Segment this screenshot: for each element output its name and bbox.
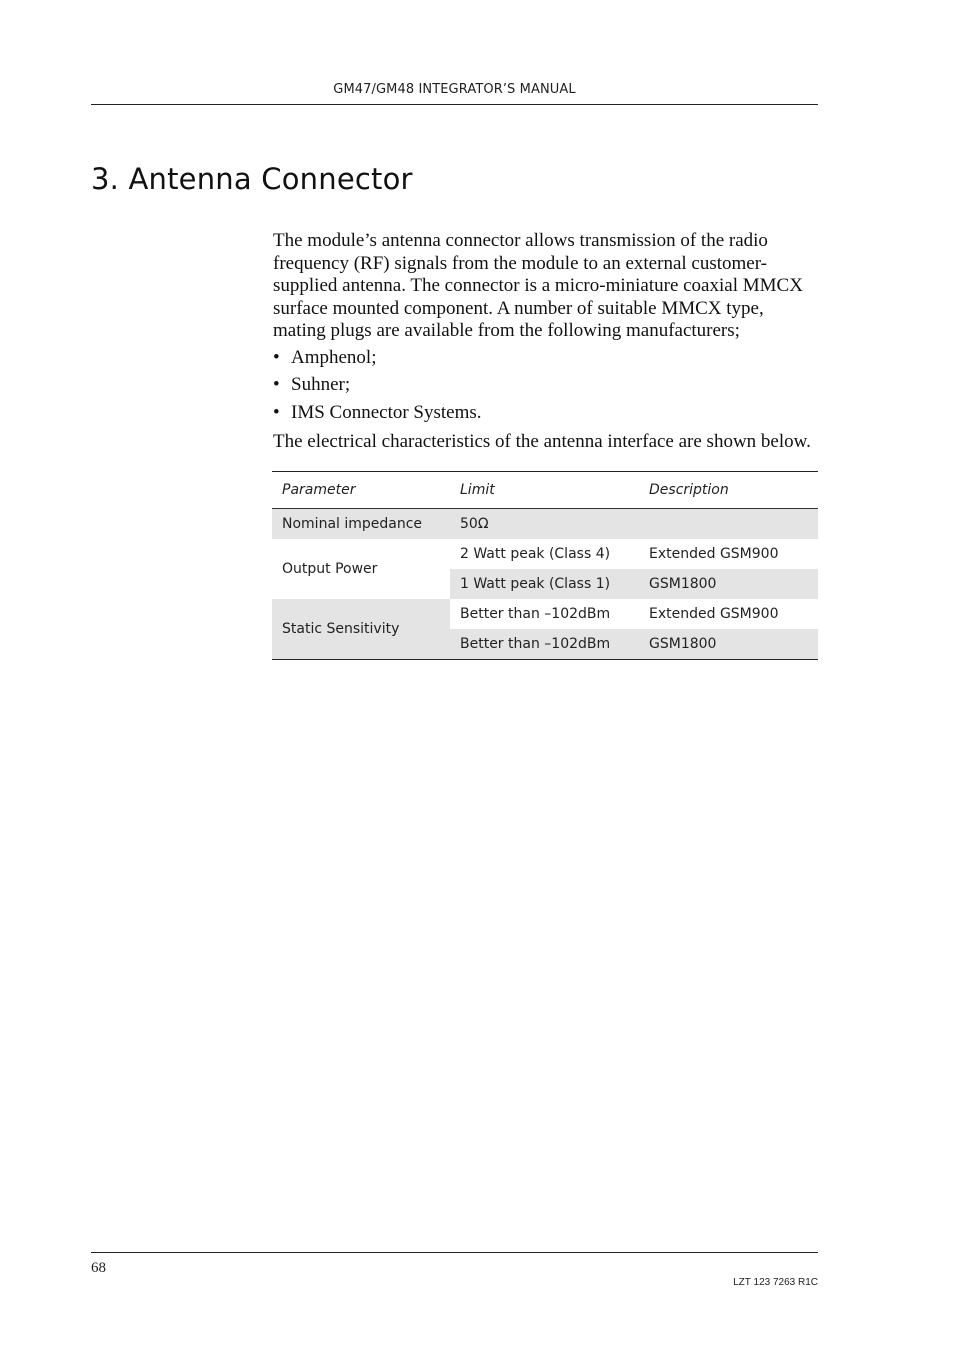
cell-limit: 50Ω bbox=[460, 516, 489, 532]
manufacturer-list bbox=[273, 347, 821, 424]
table-header-row bbox=[272, 472, 818, 509]
list-item-text: IMS Connector Systems. bbox=[291, 401, 482, 423]
antenna-characteristics-table bbox=[272, 471, 818, 660]
bullet-icon: • bbox=[273, 374, 280, 396]
list-item-text: Amphenol; bbox=[291, 346, 377, 368]
list-item bbox=[273, 347, 821, 370]
bullet-icon: • bbox=[273, 346, 280, 368]
cell-parameter: Nominal impedance bbox=[282, 516, 423, 532]
bullet-icon: • bbox=[273, 401, 280, 423]
cell-description: GSM1800 bbox=[649, 636, 717, 652]
cell-description bbox=[639, 509, 818, 540]
list-item-text: Suhner; bbox=[291, 374, 351, 396]
footer-rule bbox=[91, 1252, 818, 1253]
cell-limit: 1 Watt peak (Class 1) bbox=[460, 576, 611, 592]
table-intro-paragraph: The electrical characteristics of the antenna interface are shown below. bbox=[273, 431, 811, 453]
page-number: 68 bbox=[91, 1260, 106, 1276]
table-row bbox=[272, 509, 818, 540]
list-item bbox=[273, 402, 821, 425]
table-row bbox=[272, 599, 818, 629]
list-item bbox=[273, 374, 821, 397]
body-column bbox=[273, 230, 821, 454]
column-header-limit: Limit bbox=[450, 472, 639, 509]
cell-limit: Better than –102dBm bbox=[460, 636, 611, 652]
cell-parameter: Static Sensitivity bbox=[272, 599, 450, 660]
chapter-title: 3. Antenna Connector bbox=[91, 162, 413, 196]
cell-parameter: Output Power bbox=[282, 561, 378, 577]
header-rule bbox=[91, 104, 818, 105]
table-row bbox=[272, 539, 818, 569]
column-header-description: Description bbox=[639, 472, 818, 509]
document-id: LZT 123 7263 R1C bbox=[733, 1277, 818, 1288]
cell-limit: Better than –102dBm bbox=[460, 606, 611, 622]
running-header: GM47/GM48 INTEGRATOR’S MANUAL bbox=[333, 82, 576, 97]
cell-description: GSM1800 bbox=[649, 576, 717, 592]
cell-limit: 2 Watt peak (Class 4) bbox=[460, 546, 611, 562]
intro-paragraph: The module’s antenna connector allows transmission of the radio frequency (RF) signals from the module to an external customer-supplied antenna. The connector is a micro-miniature coaxial MMCX surface mounted component. A number of suitable MMCX type, mating plugs are available from the following manufacturers; bbox=[273, 230, 803, 342]
cell-description: Extended GSM900 bbox=[649, 606, 779, 622]
cell-description: Extended GSM900 bbox=[649, 546, 779, 562]
column-header-parameter: Parameter bbox=[272, 472, 450, 509]
